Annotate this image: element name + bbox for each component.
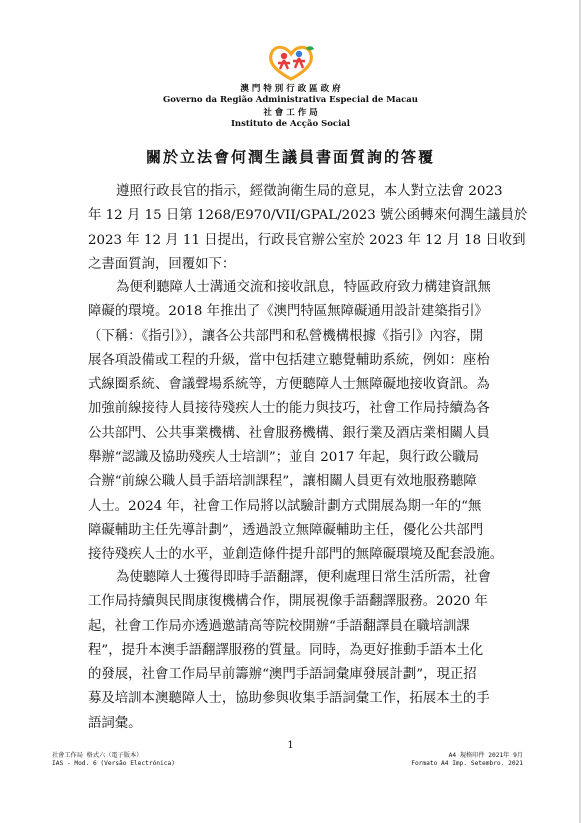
- text-line: 的發展，社會工作局早前籌辦“澳門手語詞彙庫發展計劃”，現正招: [88, 667, 477, 683]
- text-line: 為使聽障人士獲得即時手語翻譯，便利處理日常生活所需，社會: [116, 570, 491, 585]
- footer-right: [411, 752, 523, 768]
- text-line: 障礙輔助主任先導計劃”，透過設立無障礙輔助主任，優化公共部門: [88, 522, 484, 538]
- text-line: 遵照行政長官的指示，經徵詢衛生局的意見，本人對立法會 2023: [116, 184, 503, 199]
- footer-left: [52, 752, 175, 768]
- text-line: 加強前線接待人員接待殘疾人士的能力與技巧，社會工作局持續為各: [88, 401, 490, 417]
- text-line: 起，社會工作局亦透過邀請高等院校開辦“手語翻譯員在職培訓課: [88, 618, 470, 634]
- paragraph-barrier-free: [88, 276, 504, 568]
- institute-name-chinese: 社 會 工 作 局: [263, 108, 318, 118]
- page-number: 1: [287, 740, 294, 751]
- paragraph-sign-language: [88, 566, 496, 736]
- text-line: 障礙的環境。2018 年推出了《澳門特區無障礙通用設計建築指引》: [88, 304, 488, 320]
- text-line: 公共部門、公共事業機構、社會服務機構、銀行業及酒店業相關人員: [88, 425, 490, 441]
- text-line: 接待殘疾人士的水平，並創造條件提升部門的無障礙環境及配套設施。: [88, 547, 504, 563]
- footer-form-chinese: 社會工作局 格式六（電子版本）: [52, 752, 143, 759]
- text-line: 舉辦“認識及協助殘疾人士培訓”；並自 2017 年起，與行政公職局: [88, 450, 480, 466]
- footer-form-portuguese: IAS - Mod. 6 (Versão Electrónica): [52, 760, 175, 767]
- text-line: 2023 年 12 月 11 日提出，行政長官辦公室於 2023 年 12 月 18 日收到: [88, 232, 526, 248]
- ias-logo-icon: [262, 42, 320, 82]
- government-name-chinese: 澳 門 特 別 行 政 區 政 府: [240, 84, 341, 94]
- text-line: 募及培訓本澳聽障人士，協助參與收集手語詞彙工作，拓展本土的手: [88, 691, 490, 707]
- text-line: 工作局持續與民間康復機構合作，開展視像手語翻譯服務。2020 年: [88, 594, 488, 610]
- institute-name-portuguese: Instituto de Acção Social: [230, 119, 351, 129]
- government-name-portuguese: Governo da Região Administrativa Especial de Macau: [163, 95, 418, 105]
- text-line: 式線圈系統、會議聲場系統等，方便聽障人士無障礙地接收資訊。為: [88, 377, 490, 393]
- text-line: 程”，提升本澳手語翻譯服務的質量。同時，為更好推動手語本土化: [88, 642, 484, 658]
- text-line: 合辦“前線公職人員手語培訓課程”，讓相關人員更有效地服務聽障: [88, 474, 477, 490]
- text-line: 語詞彙。: [88, 715, 142, 731]
- paragraph-intro: [88, 180, 528, 277]
- text-line: （下稱：《指引》），讓各公共部門和私營機構根據《指引》內容，開: [88, 328, 484, 344]
- text-line: 人士。2024 年，社會工作局將以試驗計劃方式開展為期一年的“無: [88, 498, 482, 514]
- text-line: 之書面質詢，回覆如下：: [88, 256, 236, 272]
- footer-format-portuguese: Formato A4 Imp. Setembro. 2021: [411, 760, 523, 767]
- text-line: 年 12 月 15 日第 1268/E970/VII/GPAL/2023 號公函轉來何潤生議員於: [88, 208, 528, 224]
- text-line: 展各項設備或工程的升級，當中包括建立聽覺輔助系統，例如：座枱: [88, 352, 490, 368]
- document-title: 關於立法會何潤生議員書面質詢的答覆: [145, 148, 435, 166]
- text-line: 為便利聽障人士溝通交流和接收訊息，特區政府致力構建資訊無: [116, 280, 491, 295]
- footer-format-chinese: A4 規格印件 2021年 9月: [448, 752, 523, 759]
